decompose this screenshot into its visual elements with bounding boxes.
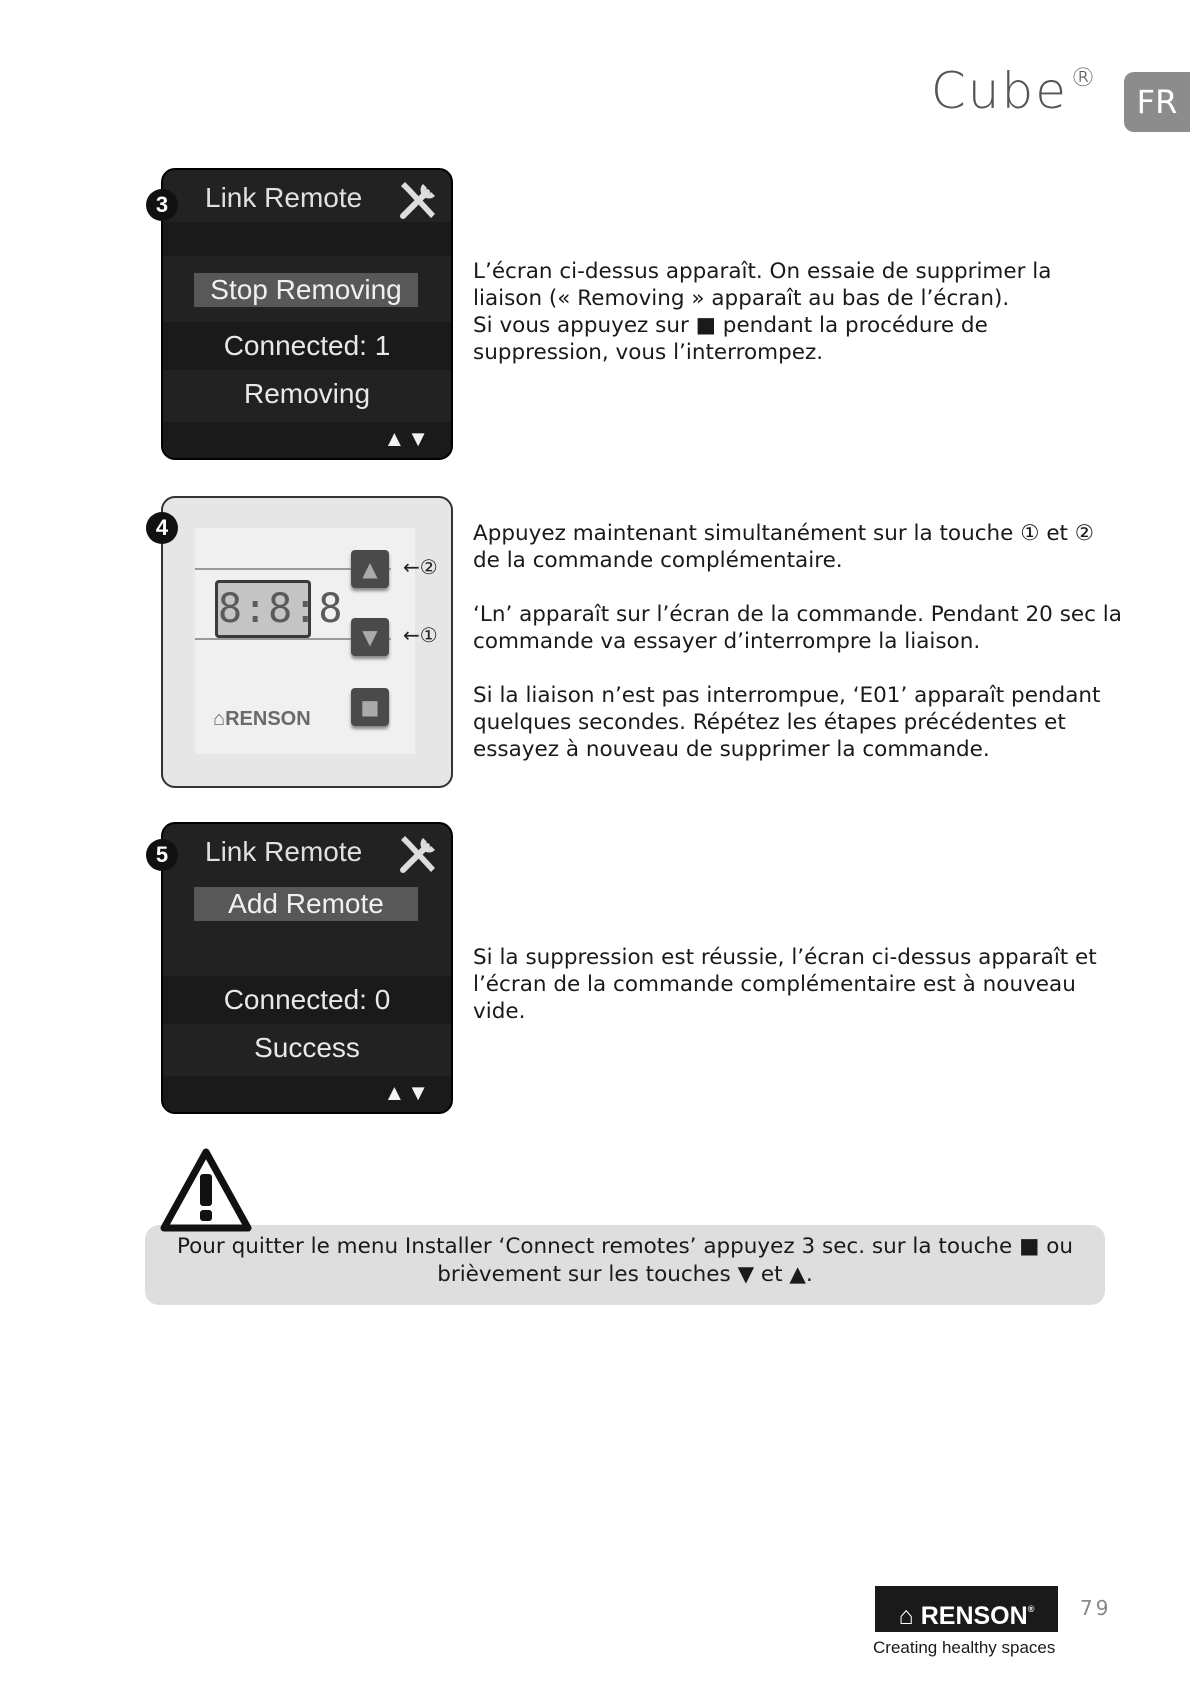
step-number-5: 5	[146, 839, 178, 871]
lcd-highlight-item: Stop Removing	[194, 273, 418, 307]
registered-mark: ®	[1070, 63, 1098, 93]
step-4-description	[473, 520, 1123, 763]
lcd-screen-removing	[161, 168, 453, 460]
step-5-paragraph: Si la suppression est réussie, l’écran ci-dessus apparaît et l’écran de la commande complémentaire est à nouveau vide.	[473, 945, 1097, 1024]
pointer-up	[403, 555, 438, 579]
remote-down-button: ▼	[351, 618, 389, 656]
step-4-paragraph: Appuyez maintenant simultanément sur la touche ① et ② de la commande complémentaire.	[473, 521, 1095, 573]
logo-text: RENSON	[920, 1602, 1028, 1630]
warning-triangle-icon	[160, 1148, 252, 1232]
lcd-connected-count: Connected: 0	[223, 984, 391, 1015]
lcd-status: Success	[254, 1032, 360, 1063]
language-tab: FR	[1124, 72, 1190, 132]
lcd-highlight-item: Add Remote	[194, 887, 418, 921]
lcd-status: Removing	[243, 378, 371, 409]
tools-icon	[397, 176, 443, 222]
remote-stop-button: ■	[351, 688, 389, 726]
step-3-paragraph: L’écran ci-dessus apparaît. On essaie de supprimer la liaison (« Removing » apparaît au bas de l’écran).	[473, 259, 1052, 311]
lcd-screen-success	[161, 822, 453, 1114]
step-3-paragraph: Si vous appuyez sur ■ pendant la procédure de suppression, vous l’interrompez.	[473, 313, 988, 365]
pointer-up-label: ②	[419, 555, 438, 579]
remote-control-image	[161, 496, 453, 788]
pointer-down	[403, 623, 438, 647]
warning-note	[145, 1225, 1105, 1305]
remote-brand-text: RENSON	[225, 708, 311, 730]
lcd-scroll-arrows: ▲▼	[383, 1080, 431, 1105]
remote-up-button: ▲	[351, 550, 389, 588]
house-icon: ⌂	[898, 1602, 921, 1630]
logo-mark: ®	[1027, 1604, 1035, 1614]
warning-line-1: Pour quitter le menu Installer ‘Connect remotes’ appuyez 3 sec. sur la touche ■ ou	[176, 1234, 1074, 1259]
remote-brand	[213, 708, 311, 731]
tagline: Creating healthy spaces	[873, 1638, 1056, 1657]
page-number: 79	[1080, 1596, 1112, 1620]
warning-line-2: brièvement sur les touches ▼ et ▲.	[437, 1262, 813, 1287]
step-4-paragraph: ‘Ln’ apparaît sur l’écran de la commande. Pendant 20 sec la commande va essayer d’interrompre la liaison.	[473, 602, 1122, 654]
lcd-band	[163, 222, 451, 256]
step-3-description	[473, 258, 1123, 366]
step-number-4: 4	[146, 512, 178, 544]
title-text: Cube	[930, 62, 1068, 120]
step-number-3: 3	[146, 189, 178, 221]
document-title	[931, 62, 1098, 120]
renson-logo	[875, 1586, 1058, 1632]
pointer-down-label: ①	[419, 623, 438, 647]
step-5-description	[473, 944, 1123, 1025]
segment-display: 8:8:8	[215, 580, 311, 638]
lcd-title: Link Remote	[205, 182, 363, 213]
lcd-title: Link Remote	[205, 836, 363, 867]
arrow-left-icon: ←	[403, 555, 420, 579]
house-icon: ⌂	[213, 708, 226, 730]
lcd-scroll-arrows: ▲▼	[383, 426, 431, 451]
tools-icon	[397, 830, 443, 876]
arrow-left-icon: ←	[403, 623, 420, 647]
warning-text	[145, 1233, 1105, 1289]
lcd-connected-count: Connected: 1	[223, 330, 391, 361]
step-4-paragraph: Si la liaison n’est pas interrompue, ‘E01’ apparaît pendant quelques secondes. Répétez les étapes précédentes et essayez à nouveau de supprimer la commande.	[473, 683, 1101, 762]
